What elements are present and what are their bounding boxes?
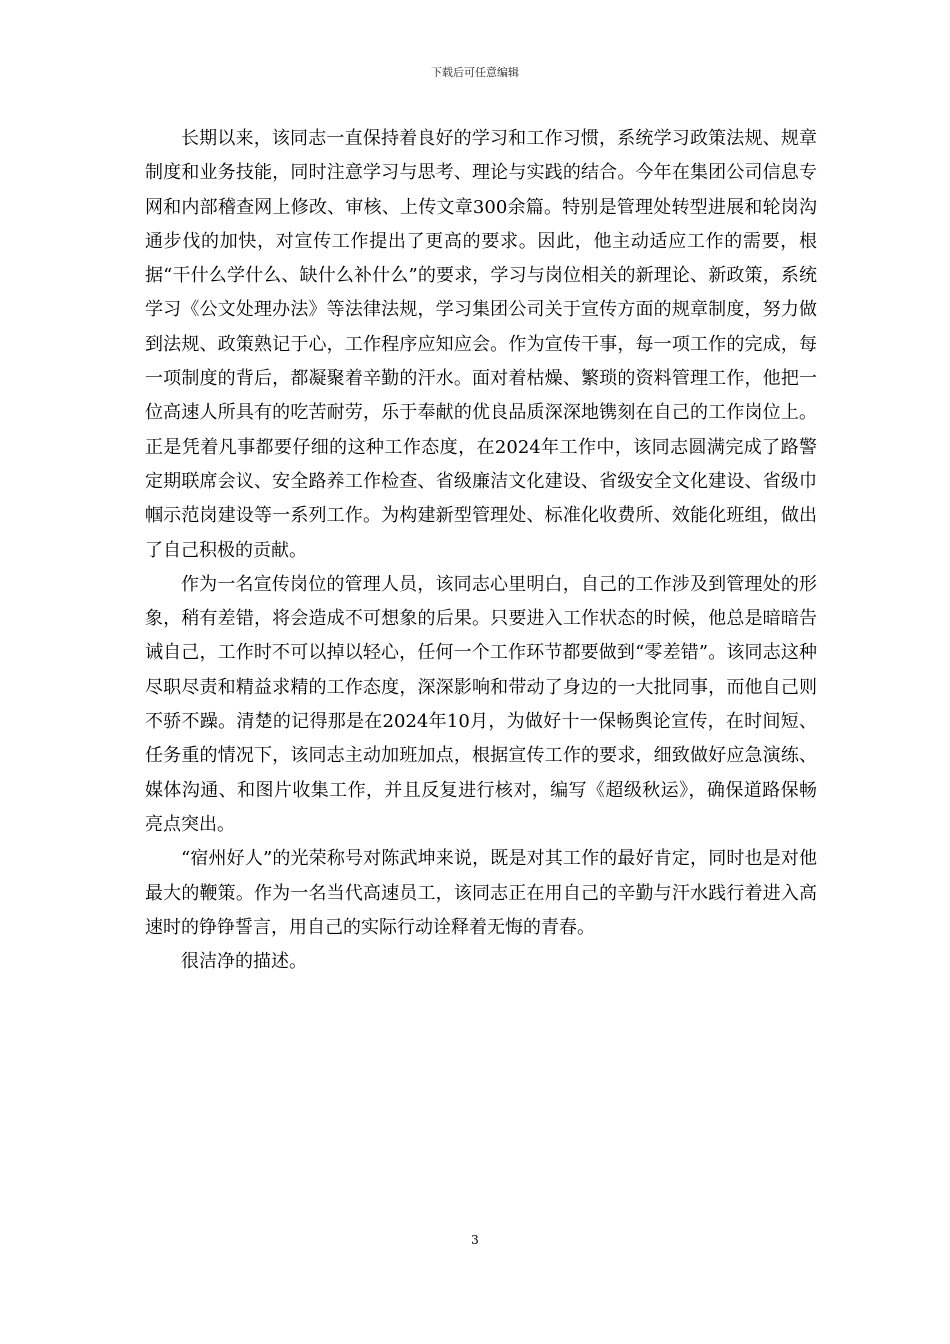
- paragraph: 长期以来，该同志一直保持着良好的学习和工作习惯，系统学习政策法规、规章制度和业务技能，同时注意学习与思考、理论与实践的结合。今年在集团公司信息专网和内部稽查网上修改、审核、上传文章300余篇。特别是管理处转型进展和轮岗沟通步伐的加快，对宣传工作提出了更高的要求。因此，他主动适应工作的需要，根据“干什么学什么、缺什么补什么”的要求，学习与岗位相关的新理论、新政策，系统学习《公文处理办法》等法律法规，学习集团公司关于宣传方面的规章制度，努力做到法规、政策熟记于心，工作程序应知应会。作为宣传干事，每一项工作的完成，每一项制度的背后，都凝聚着辛勤的汗水。面对着枯燥、繁琐的资料管理工作，他把一位高速人所具有的吃苦耐劳，乐于奉献的优良品质深深地镌刻在自己的工作岗位上。正是凭着凡事都要仔细的这种工作态度，在2024年工作中，该同志圆满完成了路警定期联席会议、安全路养工作检查、省级廉洁文化建设、省级安全文化建设、省级巾帼示范岗建设等一系列工作。为构建新型管理处、标准化收费所、效能化班组，做出了自己积极的贡献。: [145, 128, 817, 561]
- paragraph: “宿州好人”的光荣称号对陈武坤来说，既是对其工作的最好肯定，同时也是对他最大的鞭策。作为一名当代高速员工，该同志正在用自己的辛勤与汗水践行着进入高速时的铮铮誓言，用自己的实际行动诠释着无悔的青春。: [145, 848, 817, 938]
- paragraph: 很洁净的描述。: [181, 951, 307, 973]
- body-text: [145, 122, 817, 979]
- paragraph: 作为一名宣传岗位的管理人员，该同志心里明白，自己的工作涉及到管理处的形象，稍有差错，将会造成不可想象的后果。只要进入工作状态的时候，他总是暗暗告诫自己，工作时不可以掉以轻心，任何一个工作环节都要做到“零差错”。该同志这种尽职尽责和精益求精的工作态度，深深影响和带动了身边的一大批同事，而他自己则不骄不躁。清楚的记得那是在2024年10月，为做好十一保畅舆论宣传，在时间短、任务重的情况下，该同志主动加班加点，根据宣传工作的要求，细致做好应急演练、媒体沟通、和图片收集工作，并且反复进行核对，编写《超级秋运》，确保道路保畅亮点突出。: [145, 573, 817, 835]
- page-number: 3: [471, 1233, 479, 1247]
- header-note: 下载后可任意编辑: [431, 66, 519, 79]
